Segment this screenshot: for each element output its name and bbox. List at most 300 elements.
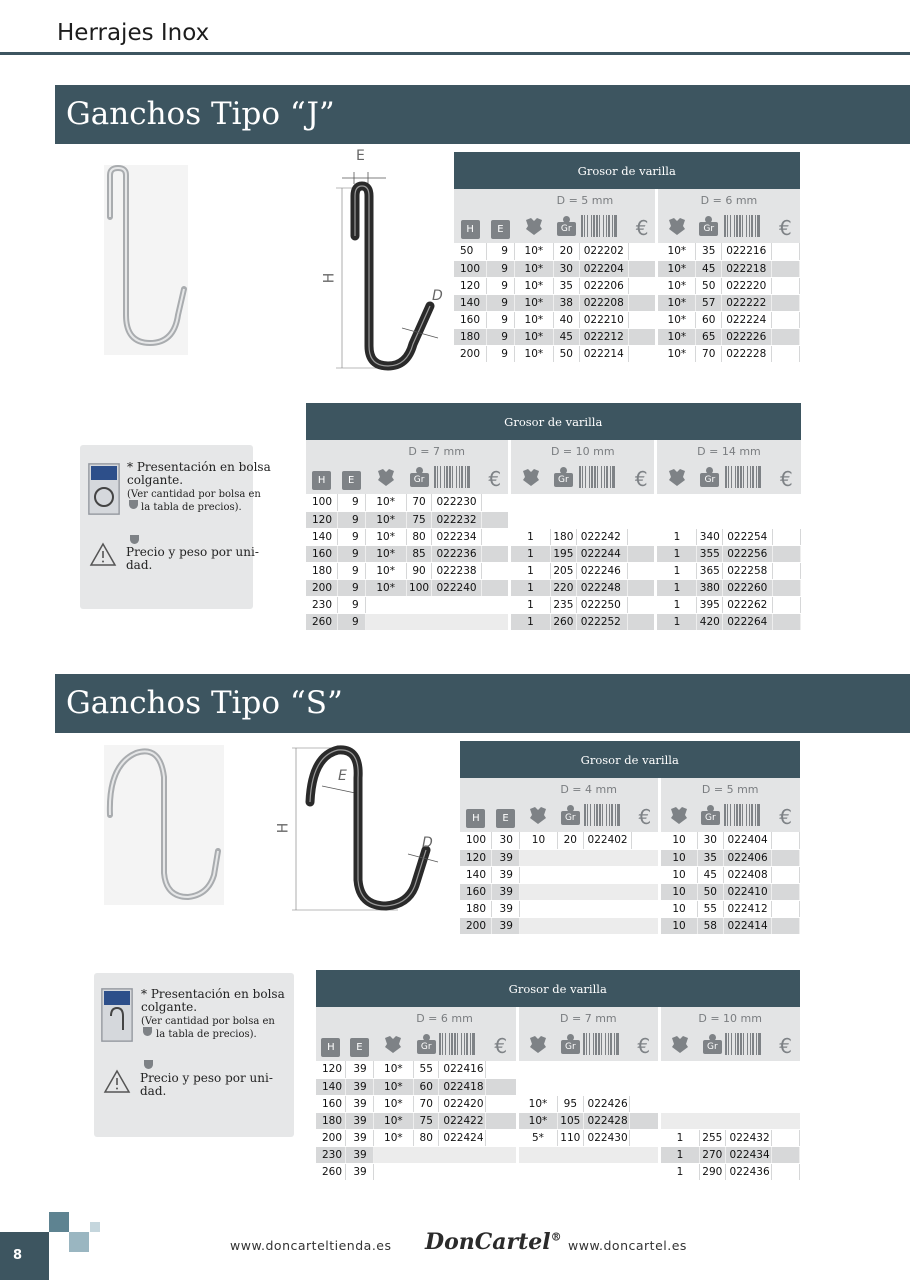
cell-e: 39: [492, 917, 520, 934]
cell-pack: 10*: [657, 345, 696, 362]
cell-ref: [439, 1163, 486, 1180]
cell-weight: 270: [700, 1146, 725, 1163]
cell-price: [628, 579, 656, 596]
cell-weight: 35: [553, 277, 579, 294]
cell-weight: 110: [558, 1129, 583, 1146]
cell-ref: 022204: [579, 260, 629, 277]
cell-price: [629, 277, 657, 294]
pack-icon: [519, 801, 557, 832]
cell-price: [482, 494, 510, 511]
diameter-label: D = 6 mm: [657, 189, 800, 212]
cell-e: 39: [346, 1078, 374, 1095]
cell-h: 160: [460, 883, 492, 900]
table-row: [454, 294, 800, 311]
cell-ref: 022262: [723, 596, 773, 613]
cell-ref: 022232: [432, 511, 482, 528]
cell-price: [482, 528, 510, 545]
table-row: [306, 511, 801, 528]
weight-icon-body: [561, 1034, 580, 1054]
note-text-j-line4: la tabla de precios).: [141, 502, 242, 513]
cell-weight: 60: [696, 311, 722, 328]
cell-price: [772, 1061, 800, 1078]
euro-icon-glyph: €: [488, 466, 502, 491]
cell-weight: [700, 1095, 725, 1112]
cell-weight: 55: [413, 1061, 438, 1078]
h-icon: H: [466, 809, 485, 828]
cell-price: [772, 917, 800, 934]
pack-icon: [517, 1030, 557, 1061]
euro-icon: [482, 463, 510, 494]
cell-ref: 022220: [722, 277, 772, 294]
table-title-row: [306, 403, 801, 440]
footer-url-site[interactable]: www.doncartel.es: [568, 1238, 687, 1253]
e-column-header: [486, 212, 514, 243]
cell-pack: [656, 511, 697, 528]
cell-weight: 340: [697, 528, 723, 545]
cell-ref: [723, 494, 773, 511]
cell-pack: [510, 511, 551, 528]
cell-ref: [725, 1095, 772, 1112]
cell-h: 120: [454, 277, 486, 294]
pack-icon: [365, 463, 406, 494]
cell-weight: [558, 883, 583, 900]
cell-weight: [697, 511, 723, 528]
table-row: [306, 613, 801, 630]
euro-icon-glyph: €: [637, 1033, 651, 1058]
cell-price: [771, 260, 799, 277]
barcode-icon: [579, 212, 629, 243]
cell-price: [630, 1163, 660, 1180]
icon-row: [306, 463, 801, 494]
cell-price: [771, 294, 799, 311]
cell-weight: [550, 511, 576, 528]
cell-ref: 022236: [432, 545, 482, 562]
cell-price: [628, 494, 656, 511]
cell-weight: 55: [698, 900, 723, 917]
cell-ref: 022252: [576, 613, 628, 630]
h-icon: H: [461, 220, 480, 239]
dimension-label-h: H: [321, 272, 338, 284]
cell-weight: 45: [698, 866, 723, 883]
cell-weight: 205: [550, 562, 576, 579]
cell-weight: 45: [696, 260, 722, 277]
cell-ref: 022240: [432, 579, 482, 596]
cell-ref: 022244: [576, 545, 628, 562]
dimension-label-e: E: [338, 768, 347, 784]
cell-weight: 85: [406, 545, 432, 562]
cell-weight: 35: [698, 849, 723, 866]
table-row: [316, 1078, 800, 1095]
cell-weight: [550, 494, 576, 511]
cell-price: [772, 494, 800, 511]
weight-icon: [697, 463, 723, 494]
table-row: [306, 579, 801, 596]
cell-ref: 022242: [576, 528, 628, 545]
cell-pack: 10: [659, 900, 697, 917]
cell-pack: [519, 900, 557, 917]
pack-icon: [659, 1030, 699, 1061]
cell-pack: 10*: [657, 277, 696, 294]
pack-icon: [510, 463, 551, 494]
cell-h: 140: [306, 528, 337, 545]
cell-pack: [519, 883, 557, 900]
cell-price: [628, 596, 656, 613]
cell-ref: 022218: [722, 260, 772, 277]
cell-ref: 022422: [439, 1112, 486, 1129]
cell-price: [630, 1146, 660, 1163]
cell-h: 140: [460, 866, 492, 883]
footer-decor-square: [69, 1232, 89, 1252]
diameter-label: D = 4 mm: [519, 778, 659, 801]
table-title-row: [460, 741, 800, 778]
cell-weight: 50: [553, 345, 579, 362]
dimension-label-d: D: [422, 835, 433, 851]
diameter-row: [460, 778, 800, 801]
cell-weight: 260: [550, 613, 576, 630]
cell-ref: 022264: [723, 613, 773, 630]
cell-pack: 1: [656, 562, 697, 579]
note-text-j-warn2: dad.: [126, 558, 153, 572]
cell-pack: 1: [510, 613, 551, 630]
cell-pack: 1: [656, 528, 697, 545]
cell-h: 160: [454, 311, 486, 328]
diameter-spacer: [306, 440, 365, 463]
cell-pack: 10*: [657, 311, 696, 328]
euro-icon: [628, 463, 656, 494]
weight-icon-label: Gr: [699, 222, 718, 236]
cell-weight: 20: [553, 243, 579, 260]
cell-ref: 022222: [722, 294, 772, 311]
cell-ref: 022432: [725, 1129, 772, 1146]
cell-h: 200: [316, 1129, 346, 1146]
cell-h: 120: [306, 511, 337, 528]
h-icon: H: [312, 471, 331, 490]
cell-price: [772, 883, 800, 900]
cell-e: 9: [337, 528, 365, 545]
weight-icon-label: Gr: [417, 1040, 436, 1054]
cell-pack: 1: [656, 579, 697, 596]
cell-pack: 10: [659, 917, 697, 934]
cell-pack: 10*: [365, 528, 406, 545]
cell-price: [629, 345, 657, 362]
weight-icon-label: Gr: [700, 473, 719, 487]
cell-weight: 70: [413, 1095, 438, 1112]
cell-e: 39: [492, 866, 520, 883]
cell-e: 9: [337, 579, 365, 596]
diameter-label: D = 7 mm: [365, 440, 509, 463]
cell-weight: 20: [558, 832, 583, 849]
pack-icon: [129, 500, 138, 509]
cell-price: [772, 596, 800, 613]
cell-pack: 10*: [514, 311, 553, 328]
cell-pack: 10*: [365, 494, 406, 511]
brand-logo-mark: ®: [550, 1230, 562, 1244]
weight-icon: [413, 1030, 438, 1061]
cell-price: [772, 579, 800, 596]
cell-price: [630, 1112, 660, 1129]
barcode-icon: [432, 463, 482, 494]
table-row: [316, 1129, 800, 1146]
cell-h: 200: [454, 345, 486, 362]
diameter-label: D = 14 mm: [656, 440, 801, 463]
note-text-s-line2: colgante.: [141, 1000, 198, 1014]
cell-ref: [583, 900, 632, 917]
table-row: [306, 596, 801, 613]
cell-ref: [576, 511, 628, 528]
cell-ref: 022406: [723, 849, 772, 866]
table-title: Grosor de varilla: [460, 741, 800, 778]
cell-price: [629, 243, 657, 260]
cell-ref: 022224: [722, 311, 772, 328]
euro-icon-glyph: €: [494, 1033, 508, 1058]
cell-h: 230: [316, 1146, 346, 1163]
table-row: [460, 900, 800, 917]
table-row: [460, 849, 800, 866]
cell-weight: 50: [698, 883, 723, 900]
cell-pack: 10*: [514, 260, 553, 277]
cell-pack: [365, 613, 406, 630]
cell-ref: 022414: [723, 917, 772, 934]
cell-weight: 70: [406, 494, 432, 511]
weight-icon-body: [703, 1034, 722, 1054]
euro-icon-glyph: €: [779, 804, 793, 829]
cell-weight: [558, 1163, 583, 1180]
cell-price: [772, 528, 800, 545]
pack-icon: [656, 463, 697, 494]
cell-e: 9: [486, 311, 514, 328]
cell-pack: [510, 494, 551, 511]
icon-row: [454, 212, 800, 243]
cell-ref: 022424: [439, 1129, 486, 1146]
pack-icon: [373, 1030, 413, 1061]
cell-weight: [558, 1078, 583, 1095]
table-row: [454, 243, 800, 260]
table-row: [316, 1061, 800, 1078]
cell-price: [772, 900, 800, 917]
euro-icon: [632, 801, 660, 832]
cell-price: [772, 866, 800, 883]
cell-price: [772, 832, 800, 849]
euro-icon-glyph: €: [779, 1033, 792, 1058]
weight-icon: [406, 463, 432, 494]
weight-icon-body: [699, 216, 718, 236]
cell-weight: [406, 613, 432, 630]
cell-price: [772, 613, 800, 630]
cell-e: 30: [492, 832, 520, 849]
euro-icon: [771, 212, 799, 243]
cell-e: 39: [346, 1112, 374, 1129]
cell-pack: 10*: [657, 243, 696, 260]
cell-pack: 10: [659, 883, 697, 900]
cell-ref: 022420: [439, 1095, 486, 1112]
diameter-row: [454, 189, 800, 212]
euro-icon: [772, 463, 800, 494]
cell-pack: 10: [659, 849, 697, 866]
dimension-label-d: D: [432, 288, 443, 304]
product-bag-icon: [88, 463, 120, 515]
e-icon: E: [496, 809, 515, 828]
h-column-header: [306, 463, 337, 494]
footer-url-shop[interactable]: www.doncarteltienda.es: [230, 1238, 392, 1253]
cell-weight: 40: [553, 311, 579, 328]
cell-price: [772, 849, 800, 866]
barcode-icon: [576, 463, 628, 494]
note-text-s-line1: * Presentación en bolsa: [141, 987, 285, 1001]
s-hook-drawing: [278, 742, 443, 917]
cell-pack: [517, 1146, 557, 1163]
cell-e: 39: [346, 1146, 374, 1163]
cell-e: 9: [486, 345, 514, 362]
cell-pack: [659, 1061, 699, 1078]
cell-price: [630, 1095, 660, 1112]
note-text-j-warn1: Precio y peso por uni-: [126, 545, 259, 559]
cell-weight: [700, 1061, 725, 1078]
note-text-s-line3: (Ver cantidad por bolsa en: [141, 1016, 275, 1027]
table-row: [454, 260, 800, 277]
table-title-row: [454, 152, 800, 189]
cell-h: 180: [306, 562, 337, 579]
cell-pack: 1: [510, 528, 551, 545]
cell-pack: [659, 1095, 699, 1112]
cell-ref: [432, 613, 482, 630]
cell-e: 9: [337, 494, 365, 511]
euro-icon: [630, 1030, 660, 1061]
cell-h: 50: [454, 243, 486, 260]
cell-pack: 1: [659, 1129, 699, 1146]
cell-ref: 022434: [725, 1146, 772, 1163]
cell-ref: 022238: [432, 562, 482, 579]
cell-price: [482, 545, 510, 562]
table-row: [460, 883, 800, 900]
cell-ref: 022258: [723, 562, 773, 579]
cell-price: [630, 1061, 660, 1078]
cell-weight: [558, 1061, 583, 1078]
cell-pack: [519, 866, 557, 883]
cell-weight: 65: [696, 328, 722, 345]
e-icon: E: [491, 220, 510, 239]
cell-pack: [656, 494, 697, 511]
weight-icon-label: Gr: [561, 1040, 580, 1054]
cell-price: [772, 562, 800, 579]
pack-icon: [514, 212, 553, 243]
euro-icon-glyph: €: [779, 215, 792, 240]
cell-weight: 38: [553, 294, 579, 311]
table-j-small: [454, 152, 800, 363]
cell-ref: 022256: [723, 545, 773, 562]
diameter-label: D = 10 mm: [510, 440, 656, 463]
cell-weight: 195: [550, 545, 576, 562]
cell-pack: 10: [519, 832, 557, 849]
warning-icon: [103, 1069, 131, 1098]
cell-e: 39: [346, 1061, 374, 1078]
cell-pack: [519, 849, 557, 866]
cell-h: 100: [460, 832, 492, 849]
euro-icon: [486, 1030, 518, 1061]
euro-icon: [772, 801, 800, 832]
cell-e: 9: [337, 511, 365, 528]
cell-weight: 75: [413, 1112, 438, 1129]
table-s-small: [460, 741, 800, 935]
weight-icon: [558, 801, 583, 832]
cell-price: [486, 1112, 518, 1129]
table-title-row: [316, 970, 800, 1007]
note-text-s-warn2: dad.: [140, 1084, 167, 1098]
cell-pack: 10*: [373, 1078, 413, 1095]
cell-weight: 180: [550, 528, 576, 545]
cell-ref: 022408: [723, 866, 772, 883]
cell-price: [772, 1095, 800, 1112]
cell-weight: [700, 1112, 725, 1129]
cell-ref: 022436: [725, 1163, 772, 1180]
cell-weight: 80: [413, 1129, 438, 1146]
cell-pack: 10*: [373, 1061, 413, 1078]
cell-price: [628, 562, 656, 579]
cell-weight: 35: [696, 243, 722, 260]
cell-e: 9: [337, 613, 365, 630]
table-row: [316, 1112, 800, 1129]
cell-e: 39: [492, 849, 520, 866]
cell-h: 140: [316, 1078, 346, 1095]
cell-price: [629, 294, 657, 311]
cell-ref: [583, 1078, 630, 1095]
cell-ref: 022228: [722, 345, 772, 362]
note-text-j-line3: (Ver cantidad por bolsa en: [127, 489, 261, 500]
cell-price: [629, 328, 657, 345]
cell-weight: 50: [696, 277, 722, 294]
cell-weight: [413, 1146, 438, 1163]
euro-icon-glyph: €: [638, 804, 652, 829]
cell-weight: 45: [553, 328, 579, 345]
cell-ref: 022212: [579, 328, 629, 345]
dimension-label-h: H: [275, 822, 292, 834]
weight-icon-body: [557, 216, 576, 236]
cell-e: 39: [492, 900, 520, 917]
cell-weight: 30: [698, 832, 723, 849]
cell-h: 160: [306, 545, 337, 562]
cell-pack: 10*: [657, 294, 696, 311]
note-text-s-warn1: Precio y peso por uni-: [140, 1071, 273, 1085]
e-column-header: [492, 801, 520, 832]
cell-ref: [439, 1146, 486, 1163]
diameter-spacer: [316, 1007, 373, 1030]
cell-weight: 58: [698, 917, 723, 934]
cell-ref: [583, 917, 632, 934]
cell-ref: [583, 849, 632, 866]
pack-icon: [130, 535, 139, 544]
cell-weight: 395: [697, 596, 723, 613]
cell-pack: 1: [510, 596, 551, 613]
diameter-spacer: [460, 778, 519, 801]
cell-pack: 10*: [517, 1112, 557, 1129]
cell-e: 9: [486, 243, 514, 260]
page-number: 8: [0, 1232, 49, 1280]
diameter-row: [306, 440, 801, 463]
j-hook-photo: [104, 165, 188, 355]
warning-icon: [89, 542, 117, 571]
cell-e: 39: [346, 1129, 374, 1146]
weight-icon-body: [417, 1034, 436, 1054]
cell-pack: 10*: [514, 277, 553, 294]
cell-ref: 022404: [723, 832, 772, 849]
barcode-icon: [723, 463, 773, 494]
cell-pack: 1: [510, 562, 551, 579]
cell-price: [630, 1129, 660, 1146]
cell-price: [482, 613, 510, 630]
table-s-large: [316, 970, 800, 1181]
cell-ref: [583, 1163, 630, 1180]
cell-e: 9: [337, 545, 365, 562]
cell-ref: 022250: [576, 596, 628, 613]
